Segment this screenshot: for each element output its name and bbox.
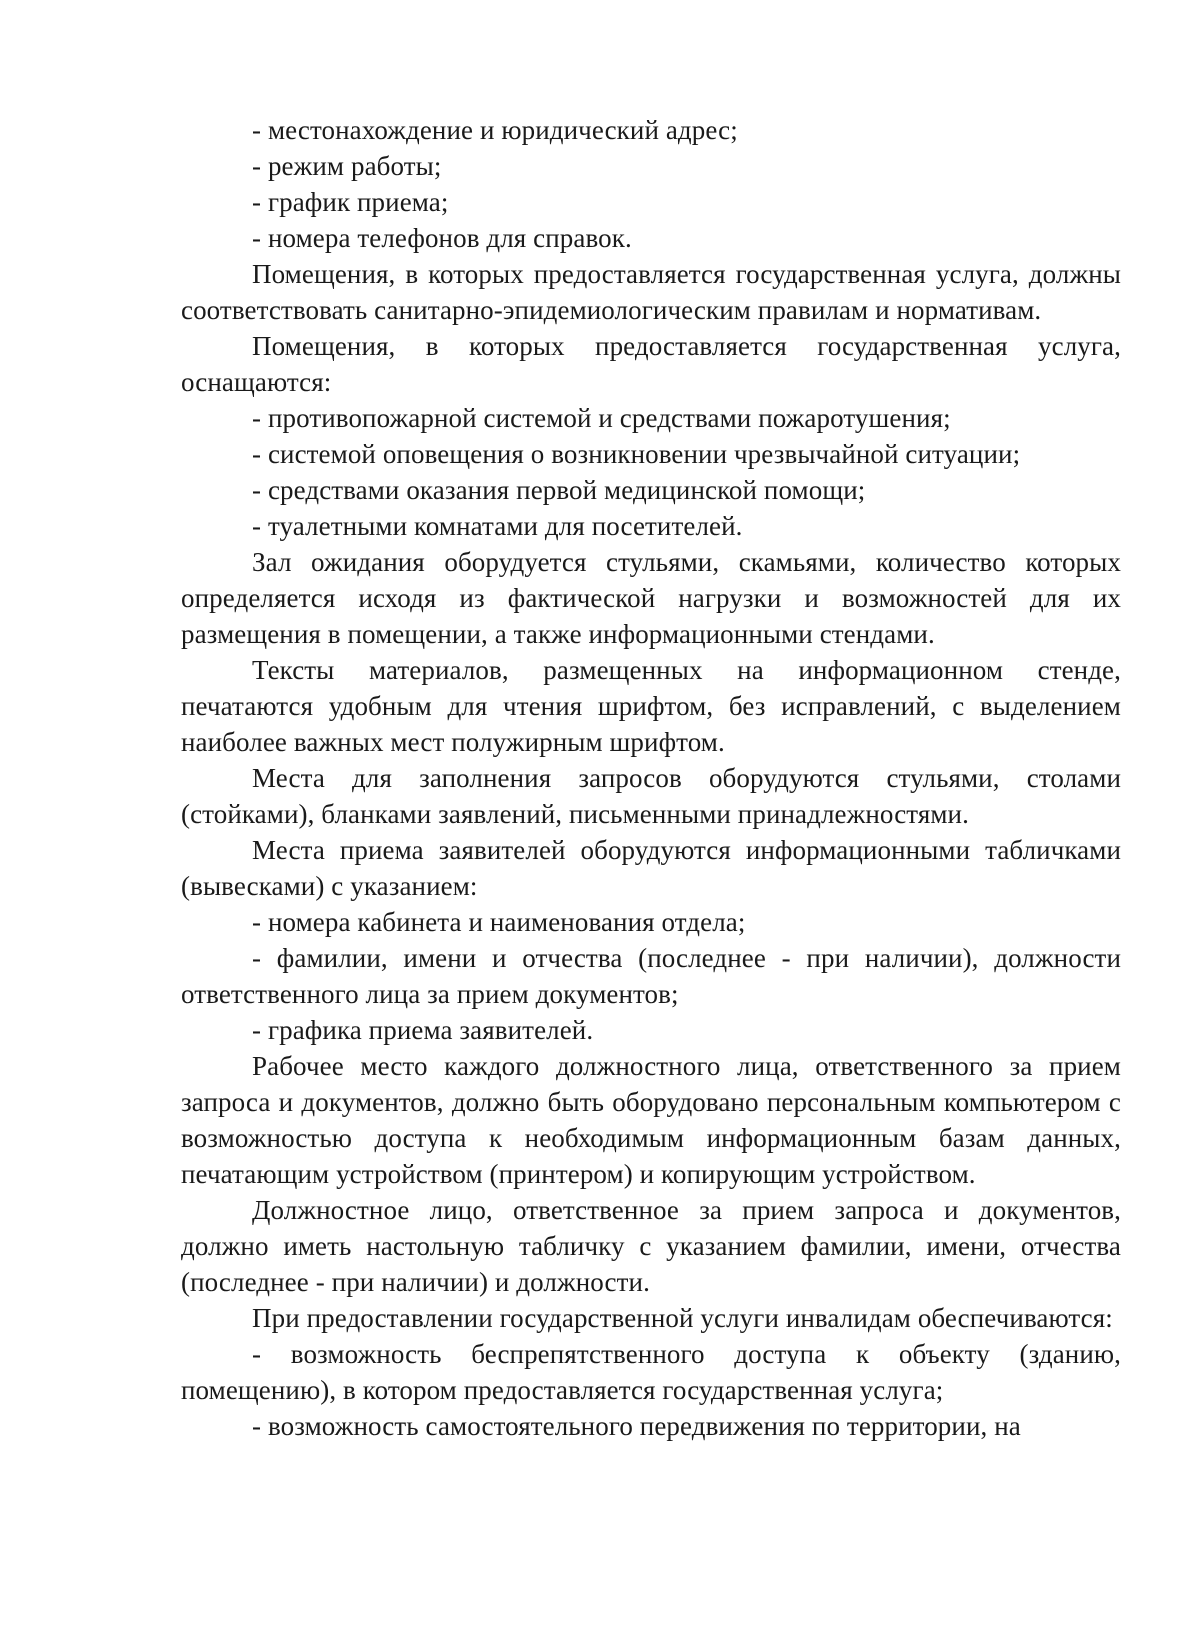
list-item-work-mode: - режим работы; — [252, 151, 442, 181]
list-item-reception-schedule: - график приема; — [252, 187, 449, 217]
list-item-fire-system: - противопожарной системой и средствами пожаротушения; — [252, 403, 951, 433]
paragraph-reception-places: Места приема заявителей оборудуются информационными табличками (вывесками) с указанием: — [181, 835, 1121, 901]
paragraph-waiting-room: Зал ожидания оборудуется стульями, скамьями, количество которых определяется исходя из фактической нагрузки и возможностей для их размещения в помещении, а также информационными стендами. — [181, 547, 1121, 649]
list-item-unobstructed-access: - возможность беспрепятственного доступа к объекту (зданию, помещению), в котором предоставляется государственная услуга; — [181, 1339, 1121, 1405]
paragraph-stand-texts: Тексты материалов, размещенных на информационном стенде, печатаются удобным для чтения шрифтом, без исправлений, с выделением наиболее важных мест полужирным шрифтом. — [181, 655, 1121, 757]
list-item-independent-movement: - возможность самостоятельного передвижения по территории, на — [252, 1411, 1021, 1441]
list-item-toilets: - туалетными комнатами для посетителей. — [252, 511, 743, 541]
list-item-reception-graph: - графика приема заявителей. — [252, 1015, 594, 1045]
list-item-first-aid: - средствами оказания первой медицинской помощи; — [252, 475, 866, 505]
paragraph-desk-plate: Должностное лицо, ответственное за прием запроса и документов, должно иметь настольную табличку с указанием фамилии, имени, отчества (последнее - при наличии) и должности. — [181, 1195, 1121, 1297]
paragraph-disabled-provision: При предоставлении государственной услуги инвалидам обеспечиваются: — [252, 1303, 1113, 1333]
list-item-emergency-alert: - системой оповещения о возникновении чрезвычайной ситуации; — [252, 439, 1021, 469]
paragraph-request-places: Места для заполнения запросов оборудуются стульями, столами (стойками), бланками заявлений, письменными принадлежностями. — [181, 763, 1121, 829]
list-item-address: - местонахождение и юридический адрес; — [252, 115, 738, 145]
list-item-cabinet-number: - номера кабинета и наименования отдела; — [252, 907, 746, 937]
document-body — [181, 112, 1121, 1444]
list-item-responsible-person: - фамилии, имени и отчества (последнее - при наличии), должности ответственного лица за прием документов; — [181, 943, 1121, 1009]
paragraph-premises-requirements: Помещения, в которых предоставляется государственная услуга, должны соответствовать санитарно-эпидемиологическим правилам и нормативам. — [181, 259, 1121, 325]
list-item-phone-numbers: - номера телефонов для справок. — [252, 223, 632, 253]
paragraph-premises-equipment: Помещения, в которых предоставляется государственная услуга, оснащаются: — [181, 331, 1121, 397]
paragraph-workplace: Рабочее место каждого должностного лица, ответственного за прием запроса и документов, должно быть оборудовано персональным компьютером с возможностью доступа к необходимым информационным базам данных, печатающим устройством (принтером) и копирующим устройством. — [181, 1051, 1121, 1189]
